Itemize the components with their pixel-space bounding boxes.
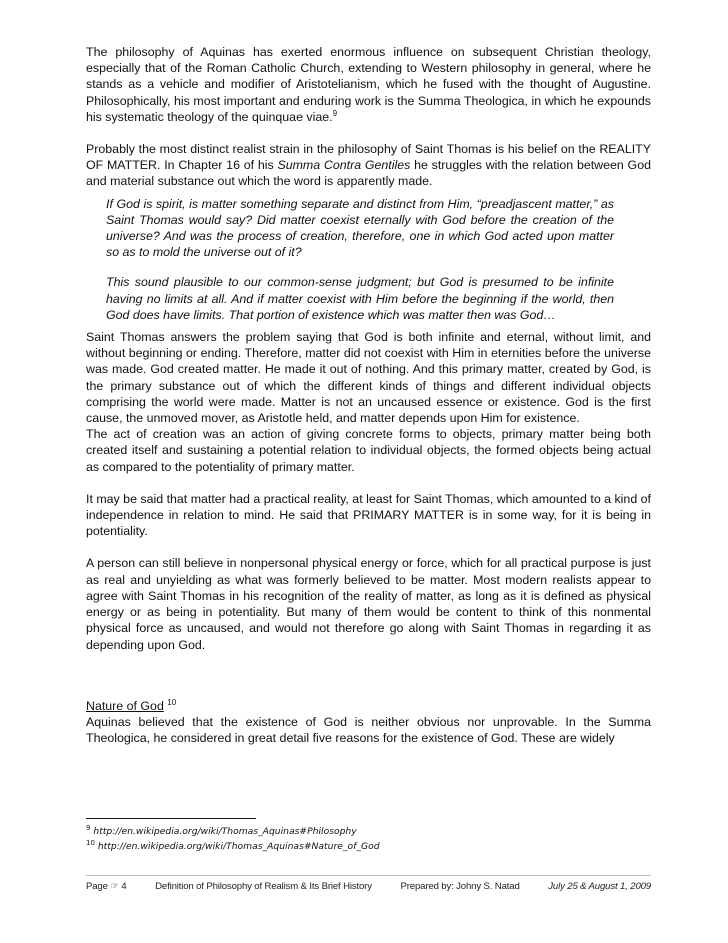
footnote-number: 10: [86, 838, 95, 847]
section-heading: [86, 698, 651, 714]
section-heading-text: Nature of God: [86, 698, 164, 713]
quote-paragraph-1: If God is spirit, is matter something separate and distinct from Him, “preadjascent matter,” as Saint Thomas would say? Did matter coexist eternally with God before the creation of the universe? And was the process of creation, therefore, one in which God acted upon matter so as to mold the universe out of it?: [106, 196, 614, 260]
quote-paragraph-2: This sound plausible to our common-sense judgment; but God is presumed to be infinite having no limits at all. And if matter coexist with Him before the beginning if the world, then God does have limits. That portion of existence which was matter then was God…: [106, 275, 614, 322]
document-title: Definition of Philosophy of Realism & Its Brief History: [155, 881, 372, 892]
footnote-9: [86, 824, 651, 839]
paragraph-3: Saint Thomas answers the problem saying that God is both infinite and eternal, without limit, and without beginning or ending. Therefore, matter did not coexist with Him in eternities before the universe was made. God created matter. He made it out of nothing. And this primary matter, created by God, is the primary substance out of which the different kinds of things and different individual objects comprising the world were made. Matter is not an uncaused essence or existence. God is the first cause, the unmoved mover, as Aristotle held, and matter depends upon Him for existence.: [86, 330, 651, 426]
footnote-link[interactable]: http://en.wikipedia.org/wiki/Thomas_Aquinas#Philosophy: [93, 826, 357, 837]
page-body: [86, 44, 651, 746]
paragraph-4: The act of creation was an action of giving concrete forms to objects, primary matter being both created itself and sustaining a potential relation to individual objects, the formed objects being actual as compared to the potentiality of primary matter.: [86, 427, 651, 474]
paragraph-7: Aquinas believed that the existence of God is neither obvious nor unprovable. In the Summa Theologica, he considered in great detail five reasons for the existence of God. These are widely: [86, 714, 651, 745]
book-title-summa-contra-gentiles: Summa Contra Gentiles: [277, 158, 411, 173]
paragraph-1: [86, 44, 651, 125]
footnotes: [86, 818, 651, 854]
footnote-divider: [86, 818, 256, 819]
block-quote: [106, 196, 614, 323]
paragraph-1-text: The philosophy of Aquinas has exerted enormous influence on subsequent Christian theology, especially that of the Roman Catholic Church, extending to Western philosophy in general, where he stands as a vehicle and modifier of Aristotelianism, which he fused with the thought of Augustine. Philosophically, his most important and enduring work is the Summa Theologica, in which he expounds his systematic theology of the quinquae viae.: [86, 45, 651, 124]
footnote-10: [86, 839, 651, 854]
footnote-link[interactable]: http://en.wikipedia.org/wiki/Thomas_Aquinas#Nature_of_God: [97, 841, 380, 852]
footer-divider: [86, 875, 651, 876]
paragraph-5: It may be said that matter had a practical reality, at least for Saint Thomas, which amounted to a kind of independence in relation to mind. He said that PRIMARY MATTER is in some way, for it is being in potentiality.: [86, 491, 651, 539]
paragraph-6: A person can still believe in nonpersonal physical energy or force, which for all practical purpose is just as real and unyielding as what was formerly believed to be matter. Most modern realists appear to agree with Saint Thomas in his recognition of the reality of matter, as long as it is defined as physical energy or as being in potentiality. But many of them would be content to think of this nonmental physical force as uncaused, and would not therefore go along with Saint Thomas in regarding it as depending upon God.: [86, 556, 651, 652]
paragraph-2: [86, 141, 651, 190]
author-credit: Prepared by: Johny S. Natad: [400, 881, 520, 892]
document-date: July 25 & August 1, 2009: [548, 881, 651, 892]
footnote-ref-10[interactable]: 10: [167, 697, 177, 707]
page-footer: [86, 881, 651, 892]
footnote-ref-9[interactable]: 9: [332, 108, 338, 118]
paragraph-2-text-a: Probably the most distinct realist strain in the philosophy of Saint Thomas is his belief on the REALITY OF MATTER. In Chapter 16 of his: [86, 142, 651, 173]
paragraph-2-text-b: he struggles with the relation between God and material substance out which the word is apparently made.: [86, 158, 651, 189]
footnote-number: 9: [86, 823, 91, 832]
page-number: Page ☞ 4: [86, 881, 127, 892]
